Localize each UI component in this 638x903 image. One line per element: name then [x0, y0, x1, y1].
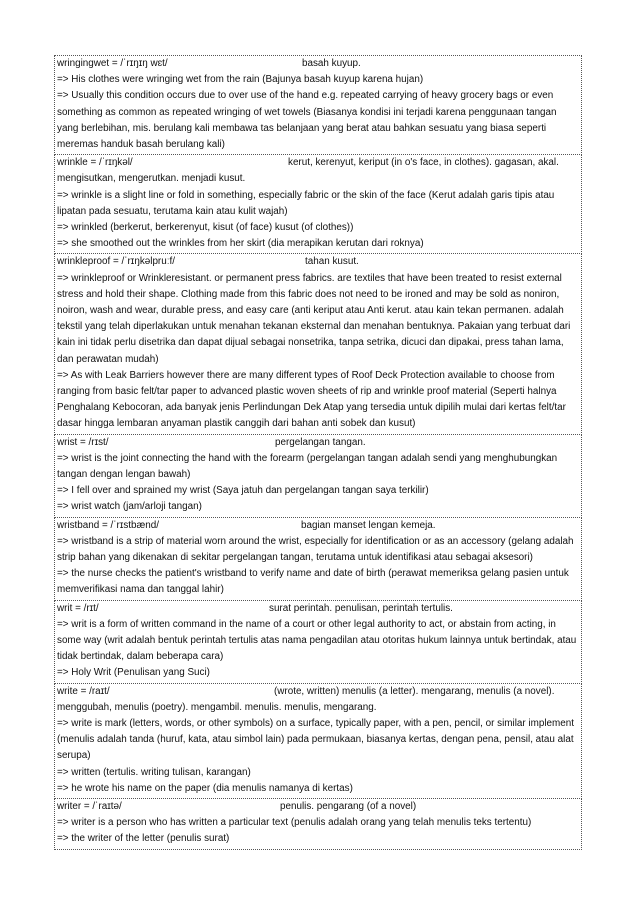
dictionary-entry [54, 684, 582, 799]
dictionary-entry [54, 518, 582, 601]
entry-gloss: penulis. pengarang (of a novel) [280, 801, 417, 813]
entry-example-line: => writer is a person who has written a particular text (penulis adalah orang yang telah menulis teks tertentu) [57, 817, 532, 829]
entry-headline [57, 601, 579, 617]
entry-gloss: bagian manset lengan kemeja. [301, 519, 436, 531]
entry-example-line: => she smoothed out the wrinkles from her skirt (dia merapikan kerutan dari roknya) [57, 238, 424, 250]
entry-term: writ = /rɪt/ [57, 602, 99, 614]
entry-example-line: => written (tertulis. writing tulisan, karangan) [57, 766, 251, 778]
entry-example-line: => His clothes were wringing wet from the rain (Bajunya basah kuyup karena hujan) [57, 74, 424, 86]
entry-term: wrinkle = /ˈrɪŋkəl/ [57, 157, 133, 169]
entry-headline [57, 518, 579, 534]
dictionary-entry [54, 55, 582, 155]
entry-gloss: kerut, kerenyut, keriput (in o's face, in clothes). gagasan, akal. mengisutkan, mengerutkan. menjadi kusut. [57, 157, 559, 185]
entry-gloss: surat perintah. penulisan, perintah tertulis. [269, 602, 453, 614]
entry-term: wrinkleproof = /ˈrɪŋkəlpruːf/ [57, 256, 175, 268]
dictionary-entry [54, 799, 582, 850]
entry-headline [57, 155, 579, 187]
entry-example-line: => I fell over and sprained my wrist (Saya jatuh dan pergelangan tangan saya terkilir) [57, 485, 429, 497]
entry-example-line: => write is mark (letters, words, or other symbols) on a surface, typically paper, with a pen, pencil, or similar implement (menulis adalah tanda (huruf, kata, atau simbol lain) pada permukaan, biasanya kertas, dengan pena, pensil, atau alat serupa) [57, 718, 574, 762]
entry-term: write = /raɪt/ [57, 685, 110, 697]
entry-example-line: => wrist is the joint connecting the hand with the forearm (pergelangan tangan adalah sendi yang menghubungkan tangan dengan lengan bawah) [57, 452, 558, 481]
entry-example-line: => writ is a form of written command in the name of a court or other legal authority to act, or abstain from acting, in some way (writ adalah bentuk perintah tertulis atas nama pengadilan atau otoritas hukum lainnya untuk bertindak, atau tidak bertindak, dalam beberapa cara) [57, 618, 577, 663]
entry-headline [57, 56, 579, 72]
entry-example-line: => wrinkled (berkerut, berkerenyut, kisut (of face) kusut (of clothes)) [57, 222, 354, 234]
entry-example-line: => wristband is a strip of material worn around the wrist, especially for identification or as an accessory (gelang adalah strip bahan yang dikenakan di sekitar pergelangan tangan, terutama untuk identifikasi atau sebagai aksesori) [57, 535, 574, 564]
entry-example-line: => Usually this condition occurs due to over use of the hand e.g. repeated carrying of heavy grocery bags or even something as common as repeated wringing of wet towels (Biasanya kondisi ini terjadi karena penggunaan tangan yang berlebihan, mis. berulang kali membawa tas belanjaan yang berat atau bahkan sesuatu yang biasa seperti meremas handuk basah berulang kali) [57, 90, 557, 150]
entry-example-line: => wrinkleproof or Wrinkleresistant. or permanent press fabrics. are textiles that have been treated to resist external stress and hold their shape. Clothing made from this fabric does not need to be ironed and may be sold as noniron, noiron, wash and wear, durable press, and easy care (anti keriput atau Anti kerut. atau kain tekan permanen. adalah tekstil yang telah diperlakukan untuk menahan tekanan eksternal dan menahan bentuknya. Pakaian yang terbuat dari kain ini tidak perlu disetrika dan dapat dijual sebagai nonsetrika, tanpa setrika, dicuci dan dipakai, press tahan lama, dan perawatan mudah) [57, 272, 571, 365]
entry-example-line: => he wrote his name on the paper (dia menulis namanya di kertas) [57, 782, 353, 794]
entry-term: wristband = /ˈrɪstbænd/ [57, 519, 160, 531]
entry-headline [57, 684, 579, 716]
entry-term: writer = /ˈraɪtə/ [57, 801, 122, 813]
entry-term: wrist = /rɪst/ [57, 436, 109, 448]
dictionary-document [54, 55, 582, 850]
dictionary-entry [54, 254, 582, 434]
entry-term: wringingwet = /ˈrɪŋɪŋ wɛt/ [57, 58, 168, 69]
entry-gloss: (wrote, written) menulis (a letter). mengarang, menulis (a novel). menggubah, menulis (poetry). mengambil. menulis. menulis, mengarang. [57, 685, 555, 713]
dictionary-entry [54, 435, 582, 518]
entry-example-line: => Holy Writ (Penulisan yang Suci) [57, 667, 210, 679]
entry-gloss: basah kuyup. [302, 58, 361, 69]
entry-example-line: => the writer of the letter (penulis surat) [57, 833, 230, 845]
entry-example-line: => As with Leak Barriers however there are many different types of Roof Deck Protection available to choose from ranging from basic felt/tar paper to advanced plastic woven sheets of rip and wrinkle proof material (Seperti halnya Penghalang Kebocoran, ada banyak jenis Perlindungan Dek Atap yang tersedia untuk dipilih mulai dari kertas felt/tar dasar hingga lembaran anyaman plastik canggih dari bahan anti sobek dan kusut) [57, 369, 566, 430]
entry-headline [57, 254, 579, 270]
dictionary-entry [54, 601, 582, 684]
entry-example-line: => wrinkle is a slight line or fold in something, especially fabric or the skin of the face (Kerut adalah garis tipis atau lipatan pada sesuatu, terutama kain atau kulit wajah) [57, 189, 555, 217]
entry-gloss: pergelangan tangan. [275, 436, 366, 448]
entry-gloss: tahan kusut. [305, 256, 359, 268]
entry-headline [57, 435, 579, 451]
entry-headline [57, 799, 579, 815]
dictionary-entry [54, 155, 582, 254]
entry-example-line: => wrist watch (jam/arloji tangan) [57, 501, 202, 513]
entry-example-line: => the nurse checks the patient's wristband to verify name and date of birth (perawat memeriksa gelang pasien untuk memverifikasi nama dan tanggal lahir) [57, 568, 569, 596]
